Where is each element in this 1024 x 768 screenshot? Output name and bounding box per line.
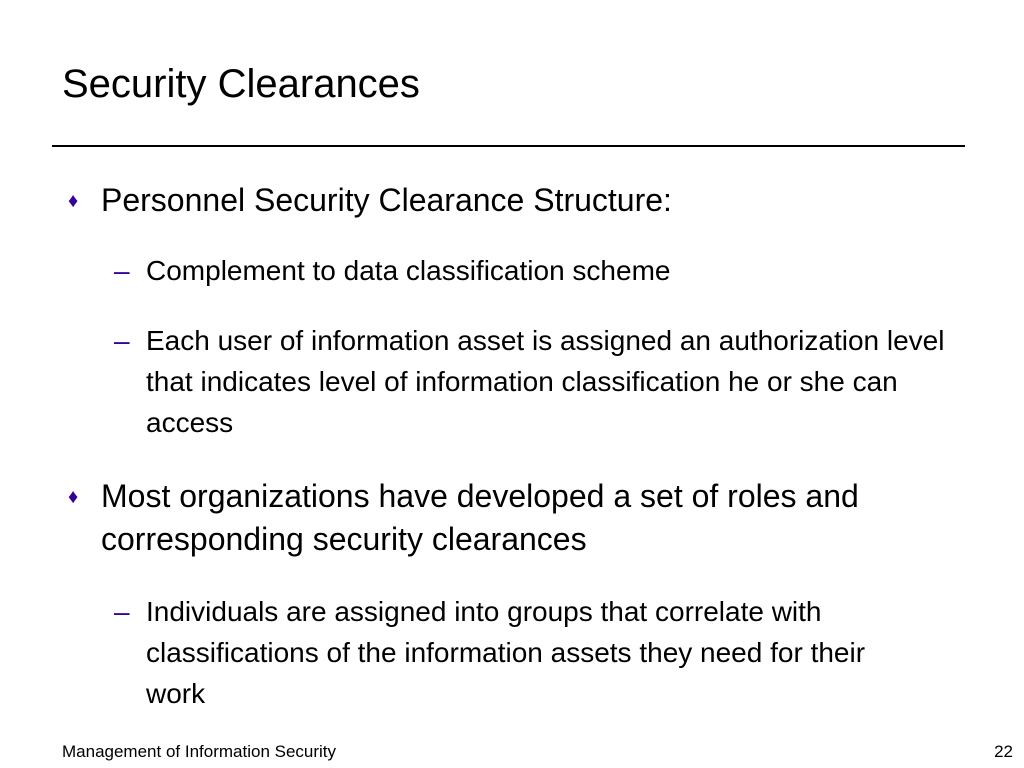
title-divider — [52, 145, 965, 147]
diamond-bullet-icon: ♦ — [68, 190, 79, 212]
dash-bullet-icon: – — [114, 325, 130, 356]
sub-bullet-text: Each user of information asset is assigned an authorization level that indicates level of information classification he or she can access — [146, 325, 945, 438]
sub-bullet-text: Complement to data classification scheme — [146, 255, 671, 286]
page-number: 22 — [994, 742, 1013, 761]
sub-bullet-text: Individuals are assigned into groups that correlate with classifications of the information assets they need for their work — [146, 596, 866, 709]
dash-bullet-icon: – — [114, 255, 130, 286]
diamond-bullet-icon: ♦ — [68, 486, 79, 508]
bullet-text: Most organizations have developed a set of roles and corresponding security clearances — [101, 478, 859, 557]
bullet-text: Personnel Security Clearance Structure: — [101, 182, 672, 218]
dash-bullet-icon: – — [114, 596, 130, 627]
footer-course-title: Management of Information Security — [62, 742, 337, 761]
slide-title: Security Clearances — [62, 62, 420, 106]
